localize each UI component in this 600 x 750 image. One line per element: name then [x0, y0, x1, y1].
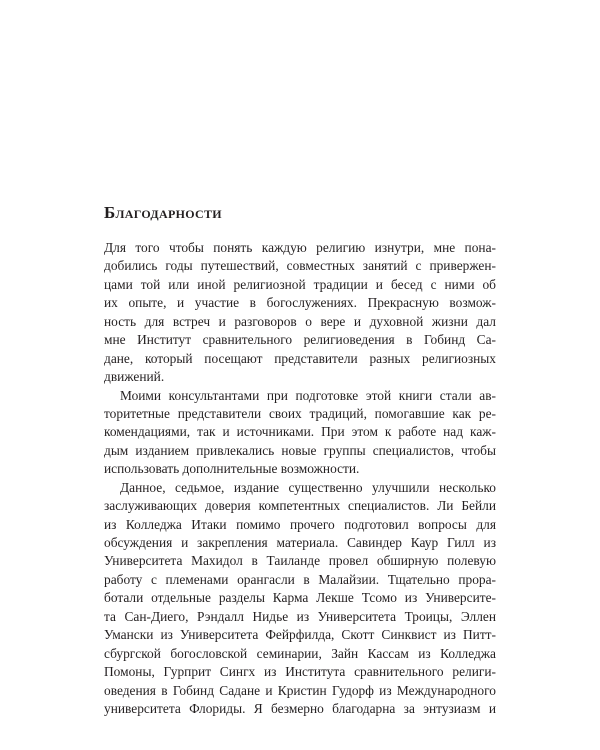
- text-line: торитетные представители своих традиций, помогавшие как ре-: [104, 405, 496, 421]
- text-line: сбургской богословской семинарии, Зайн Кассам из Колледжа: [104, 645, 496, 661]
- text-line: Помоны, Гурприт Сингх из Института сравнительного религи-: [104, 664, 496, 680]
- text-line: Университета Махидол в Таиланде провел обширную полевую: [104, 553, 496, 569]
- text-line: оведения в Гобинд Садане и Кристин Гудорф из Международного: [104, 682, 496, 698]
- text-line: заслуживающих доверия компетентных специалистов. Ли Бейли: [104, 498, 496, 514]
- text-line: их опыте, и участие в богослужениях. Прекрасную возмож-: [104, 295, 496, 311]
- text-line: добились годы путешествий, совместных занятий с привержен-: [104, 258, 496, 274]
- text-line: ботали отдельные разделы Карма Лекше Тсомо из Университе-: [104, 590, 496, 606]
- body-text: [104, 239, 496, 718]
- text-line: дане, который посещают представители разных религиозных: [104, 350, 496, 366]
- text-line: обсуждения и закрепления материала. Савиндер Каур Гилл из: [104, 535, 496, 550]
- text-line: та Сан-Диего, Рэндалл Нидье из Университета Троицы, Эллен: [104, 608, 496, 624]
- text-line: мне Институт сравнительного религиоведения в Гобинд Са-: [104, 332, 496, 348]
- text-line: Моими консультантами при подготовке этой книги стали ав-: [120, 387, 496, 403]
- text-line: цами той или иной религиозной традиции и бесед с ними об: [104, 276, 496, 292]
- text-line: дым изданием привлекались новые группы специалистов, чтобы: [104, 442, 496, 458]
- text-line: движений.: [104, 369, 165, 385]
- text-line: Данное, седьмое, издание существенно улучшили несколько: [120, 479, 496, 495]
- text-line: Умански из Университета Фейрфилда, Скотт Синквист из Питт-: [104, 627, 496, 643]
- text-line: комендациями, так и источниками. При этом к работе над каж-: [104, 424, 496, 440]
- text-line: из Колледжа Итаки помимо прочего подготовил вопросы для: [104, 516, 496, 532]
- section-heading: Благодарности: [104, 203, 222, 222]
- text-line: использовать дополнительные возможности.: [104, 461, 360, 477]
- text-line: работу с племенами орангасли в Малайзии. Тщательно прора-: [104, 571, 496, 587]
- text-line: университета Флориды. Я безмерно благодарна за энтузиазм и: [104, 700, 496, 716]
- text-line: Для того чтобы понять каждую религию изнутри, мне пона-: [104, 240, 496, 255]
- text-line: ность для встреч и разговоров о вере и духовной жизни дал: [104, 313, 496, 329]
